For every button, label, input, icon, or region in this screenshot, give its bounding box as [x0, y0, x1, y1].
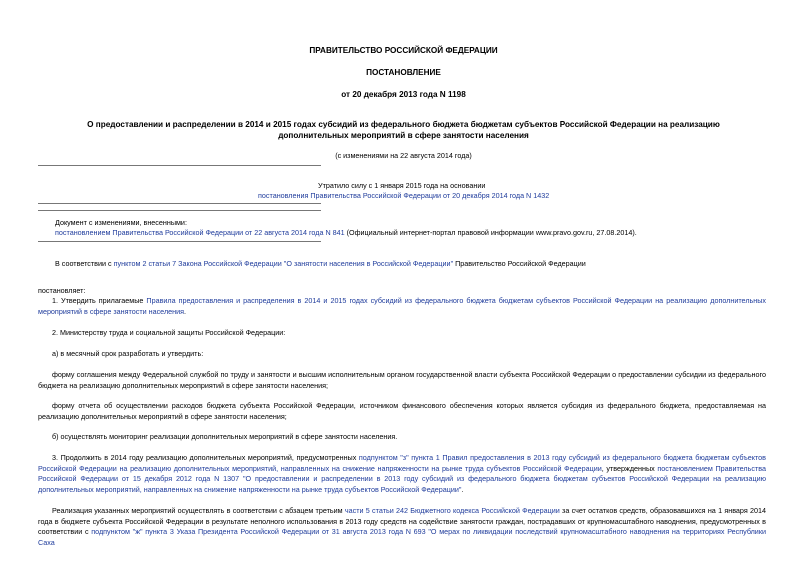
- government-name: ПРАВИТЕЛЬСТВО РОССИЙСКОЙ ФЕДЕРАЦИИ: [309, 46, 498, 55]
- rules-2013-link[interactable]: подпунктом "з" пункта 1 Правил предоставления в 2013 году субсидий из федерального бюджета бюджетам субъектов Российской Федерации на реализацию дополнительных мероприятий, направленных на снижение напряженности на рынке труда субъектов Российской Федерации: [38, 453, 766, 473]
- budget-code-link[interactable]: части 5 статьи 242 Бюджетного кодекса Российской Федерации: [344, 506, 560, 515]
- resolution-1307-link[interactable]: постановлением Правительства Российской Федерации от 15 декабря 2012 года N 1307 "О предоставлении и распределении в 2013 году субсидий из федерального бюджета бюджетам субъектов Российской Федерации на реализацию дополнительных мероприятий, направленных на снижение напряженности на рынке труда субъектов Российской Федерации": [38, 463, 766, 494]
- paragraph-3: 3. Продолжить в 2014 году реализацию дополнительных мероприятий, предусмотренных подпунктом "з" пункта 1 Правил предоставления в 2013 году субсидий из федерального бюджета бюджетам субъектов Российской Федерации на реализацию дополнительных мероприятий, направленных на снижение напряженности на рынке труда субъектов Российской Федерации, утвержденных постановлением Правительства Российской Федерации от 15 декабря 2012 года N 1307 "О предоставлении и распределении в 2013 году субсидий из федерального бюджета бюджетам субъектов Российской Федерации на реализацию дополнительных мероприятий, направленных на снижение напряженности на рынке труда субъектов Российской Федерации".: [38, 453, 766, 494]
- paragraph-2: 2. Министерству труда и социальной защиты Российской Федерации:: [52, 328, 286, 337]
- employment-law-link[interactable]: пунктом 2 статьи 7 Закона Российской Федерации "О занятости населения в Российской Федерации": [113, 259, 454, 268]
- paragraph-2b: б) осуществлять мониторинг реализации дополнительных мероприятий в сфере занятости населения.: [52, 432, 398, 441]
- document-date: от 20 декабря 2013 года N 1198: [341, 90, 466, 99]
- changes-note: (с изменениями на 22 августа 2014 года): [335, 151, 472, 160]
- paragraph-2a: а) в месячный срок разработать и утвердить:: [52, 349, 204, 358]
- divider: [38, 241, 321, 242]
- paragraph-2a-form2: форму отчета об осуществлении расходов бюджета субъекта Российской Федерации, источником финансового обеспечения которых является субсидия из федерального бюджета, предоставляемая на реализацию дополнительных мероприятий в сфере занятости населения;: [38, 401, 766, 421]
- rules-link[interactable]: Правила предоставления и распределения в 2014 и 2015 годах субсидий из федерального бюджета бюджетам субъектов Российской Федерации на реализацию дополнительных мероприятий в сфере занятости населения: [38, 296, 766, 316]
- expired-note: Утратило силу с 1 января 2015 года на основании: [318, 181, 486, 190]
- expired-basis-link[interactable]: постановления Правительства Российской Федерации от 20 декабря 2014 года N 1432: [258, 191, 550, 200]
- preamble: В соответствии с пунктом 2 статьи 7 Закона Российской Федерации "О занятости населения в Российской Федерации" Правительство Российской Федерации: [55, 259, 586, 268]
- divider: [38, 210, 321, 211]
- amendment-source: (Официальный интернет-портал правовой информации www.pravo.gov.ru, 27.08.2014).: [344, 228, 637, 237]
- paragraph-1: 1. Утвердить прилагаемые Правила предоставления и распределения в 2014 и 2015 годах субсидий из федерального бюджета бюджетам субъектов Российской Федерации на реализацию дополнительных мероприятий в сфере занятости населения.: [38, 296, 766, 316]
- divider: [38, 203, 321, 204]
- presidential-decree-link[interactable]: подпунктом "ж" пункта 3 Указа Президента Российской Федерации от 31 августа 2013 года N 693 "О мерах по ликвидации последствий крупномасштабного наводнения на территориях Республики Саха: [38, 527, 766, 547]
- divider: [38, 165, 321, 166]
- paragraph-3-continued: Реализация указанных мероприятий осуществлять в соответствии с абзацем третьим части 5 статьи 242 Бюджетного кодекса Российской Федерации за счет остатков средств, образовавшихся на 1 января 2014 года в бюджете субъекта Российской Федерации в результате неполного использования в 2013 году средств на содействие занятости граждан, пострадавших от крупномасштабного наводнения, предусмотренных в соответствии с подпунктом "ж" пункта 3 Указа Президента Российской Федерации от 31 августа 2013 года N 693 "О мерах по ликвидации последствий крупномасштабного наводнения на территориях Республики Саха: [38, 506, 767, 547]
- paragraph-2a-form1: форму соглашения между Федеральной службой по труду и занятости и высшим исполнительным органом государственной власти субъекта Российской Федерации о предоставлении субсидии из федерального бюджета на реализацию дополнительных мероприятий в сфере занятости населения;: [38, 370, 766, 390]
- document-title-line1: О предоставлении и распределении в 2014 и 2015 годах субсидий из федерального бюджета бюджетам субъектов Российской Федерации на реализацию: [87, 120, 720, 129]
- document-type: ПОСТАНОВЛЕНИЕ: [366, 68, 441, 77]
- amendment-link[interactable]: постановлением Правительства Российской Федерации от 22 августа 2014 года N 841: [55, 228, 345, 237]
- document-title-line2: дополнительных мероприятий в сфере занятости населения: [278, 131, 529, 140]
- amendments-line: [55, 228, 637, 237]
- amendments-label: Документ с изменениями, внесенными:: [55, 218, 187, 227]
- decides-word: постановляет:: [38, 286, 86, 295]
